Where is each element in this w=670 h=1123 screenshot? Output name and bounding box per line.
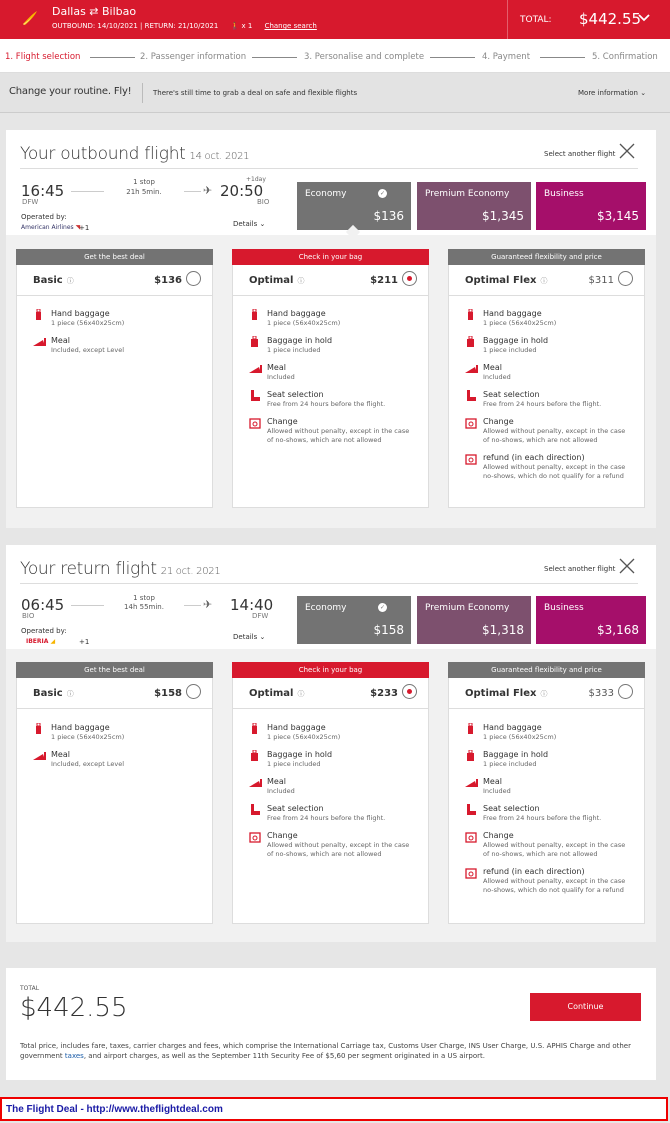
- change-calendar-icon: [465, 417, 477, 429]
- divider: [507, 0, 508, 39]
- progress-steps: [0, 39, 670, 73]
- continue-button[interactable]: Continue: [530, 993, 641, 1021]
- divider: [20, 168, 638, 169]
- outbound-header: [6, 130, 656, 235]
- info-icon: ⓘ: [66, 277, 74, 285]
- stops: 1 stop: [133, 594, 155, 602]
- aa-logo-icon: ◥: [75, 224, 81, 231]
- plus-day: +1day: [246, 176, 266, 183]
- info-icon: ⓘ: [66, 690, 74, 698]
- meal-icon: [33, 336, 45, 348]
- departure-time: 16:45: [21, 182, 65, 200]
- fare-price: $3,145: [597, 209, 639, 223]
- operated-by: Operated by:: [21, 627, 67, 635]
- card-price: $158: [154, 688, 182, 699]
- iberia-logo: IBERIA ◢: [26, 638, 56, 645]
- departure-code: DFW: [22, 198, 39, 206]
- hand-baggage-icon: [465, 723, 477, 735]
- fare-name: Premium Economy: [425, 189, 510, 199]
- fare-price: $136: [373, 209, 404, 223]
- chevron-down-icon: ⌄: [259, 633, 266, 641]
- select-another-flight-link[interactable]: Select another flight: [544, 150, 616, 158]
- fare-card-basic[interactable]: Get the best deal Basic ⓘ $136 Hand baggage 1 piece (56x40x25cm) Meal Included, except Level: [16, 249, 213, 508]
- taxes-link[interactable]: taxes: [64, 1052, 84, 1060]
- total-value[interactable]: $442.55: [579, 10, 642, 28]
- fare-premium-economy[interactable]: [417, 182, 531, 230]
- duration: 14h 55min.: [104, 603, 184, 611]
- total-amount: $442.55: [20, 993, 128, 1023]
- credit-text: The Flight Deal - http://www.theflightdeal.com: [6, 1104, 223, 1115]
- fare-radio-selected[interactable]: [402, 271, 417, 286]
- arrival-code: BIO: [257, 198, 270, 206]
- step-personalise: 3. Personalise and complete: [304, 52, 425, 62]
- seat-icon: [465, 804, 477, 816]
- card-top: [233, 678, 428, 709]
- card-band: Check in your bag: [232, 249, 429, 265]
- card-top: [17, 265, 212, 296]
- card-name: Optimal Flex ⓘ: [465, 275, 548, 286]
- iberia-logo-icon: ◢: [50, 638, 56, 645]
- fare-card-optimal-flex[interactable]: Guaranteed flexibility and price Optimal Flex ⓘ $311 Hand baggage 1 piece (56x40x25cm) Baggage in hold 1 piece included Meal Included Seat selection Free from 24 hours before the flight. Change Allowed without penalty, except in the case of no-shows, which are not allowed refund (in each direction) Allowed without penalty, except in the case no-shows, which do not qualify for a refund: [448, 249, 645, 508]
- trip-dates: [52, 22, 317, 30]
- change-calendar-icon: [249, 831, 261, 843]
- other-airlines-count: +1: [79, 638, 90, 646]
- select-another-flight-link[interactable]: Select another flight: [544, 565, 616, 573]
- fare-price: $158: [373, 623, 404, 637]
- hand-baggage-icon: [33, 723, 45, 735]
- return-title: Your return flight 21 oct. 2021: [20, 559, 221, 579]
- fare-premium-economy[interactable]: [417, 596, 531, 644]
- fare-economy[interactable]: [297, 182, 411, 230]
- card-band: Get the best deal: [16, 249, 213, 265]
- fare-card-optimal-flex[interactable]: Guaranteed flexibility and price Optimal Flex ⓘ $333 Hand baggage 1 piece (56x40x25cm) Baggage in hold 1 piece included Meal Included Seat selection Free from 24 hours before the flight. Change Allowed without penalty, except in the case of no-shows, which are not allowed refund (in each direction) Allowed without penalty, except in the case no-shows, which do not qualify for a refund: [448, 662, 645, 924]
- close-icon[interactable]: [618, 142, 636, 160]
- step-divider: [540, 57, 585, 58]
- seat-icon: [465, 390, 477, 402]
- fare-card-optimal[interactable]: Check in your bag Optimal ⓘ $211 Hand baggage 1 piece (56x40x25cm) Baggage in hold 1 piece included Meal Included Seat selection Free from 24 hours before the flight. Change Allowed without penalty, except in the case of no-shows, which are not allowed: [232, 249, 429, 508]
- promo-title: Change your routine. Fly!: [9, 86, 132, 97]
- card-top: [17, 678, 212, 709]
- american-airlines-logo: American Airlines ◥: [21, 224, 81, 231]
- chevron-down-icon: ⌄: [640, 89, 647, 97]
- arrival-time: 14:40: [230, 596, 274, 614]
- chevron-down-icon: ⌄: [259, 220, 266, 228]
- step-flight-selection: 1. Flight selection: [5, 52, 81, 62]
- step-divider: [90, 57, 135, 58]
- card-price: $233: [370, 688, 398, 699]
- fare-price: $3,168: [597, 623, 639, 637]
- chevron-down-icon[interactable]: [638, 13, 650, 23]
- step-passenger-information: 2. Passenger information: [140, 52, 247, 62]
- meal-icon: [249, 777, 261, 789]
- price-disclaimer: Total price, includes fare, taxes, carrier charges and fees, which comprise the International Carriage tax, Customs User Charge, INS User Charge, U.S. APHIS Charge and other government taxes, and airport charges, as well as the September 11th Security Fee of $5,60 per segment originated in a US airport.: [20, 1042, 631, 1060]
- change-search-link[interactable]: Change search: [264, 22, 317, 30]
- card-band: Get the best deal: [16, 662, 213, 678]
- plane-icon: ✈: [203, 184, 213, 197]
- promo-banner: [0, 73, 670, 113]
- fare-radio-selected[interactable]: [402, 684, 417, 699]
- fare-name: Economy: [305, 603, 347, 613]
- operated-by: Operated by:: [21, 213, 67, 221]
- promo-text: There's still time to grab a deal on safe and flexible flights: [153, 89, 358, 97]
- card-name: Optimal Flex ⓘ: [465, 688, 548, 699]
- check-icon: ✓: [379, 190, 386, 197]
- fare-price: $1,345: [482, 209, 524, 223]
- outbound-panel: [6, 130, 656, 528]
- details-link[interactable]: Details ⌄: [233, 633, 266, 641]
- card-top: [449, 678, 644, 709]
- fare-name: Business: [544, 603, 584, 613]
- meal-icon: [33, 750, 45, 762]
- suitcase-icon: [249, 750, 261, 762]
- top-bar: [0, 0, 670, 39]
- card-name: Optimal ⓘ: [249, 688, 305, 699]
- step-divider: [252, 57, 297, 58]
- iberia-logo-icon: [22, 10, 38, 26]
- fare-card-basic[interactable]: Get the best deal Basic ⓘ $158 Hand baggage 1 piece (56x40x25cm) Meal Included, except Level: [16, 662, 213, 924]
- fare-name: Premium Economy: [425, 603, 510, 613]
- person-icon: 🚶: [230, 22, 240, 30]
- step-payment: 4. Payment: [482, 52, 531, 62]
- check-icon: ✓: [379, 604, 386, 611]
- step-confirmation: 5. Confirmation: [592, 52, 658, 62]
- seat-icon: [249, 804, 261, 816]
- refund-calendar-icon: [465, 867, 477, 879]
- card-price: $211: [370, 275, 398, 286]
- arrival-time: 20:50: [220, 182, 264, 200]
- fare-business[interactable]: [536, 182, 646, 230]
- change-calendar-icon: [249, 417, 261, 429]
- meal-icon: [249, 363, 261, 375]
- departure-time: 06:45: [21, 596, 65, 614]
- meal-icon: [465, 363, 477, 375]
- card-name: Optimal ⓘ: [249, 275, 305, 286]
- outbound-title: Your outbound flight 14 oct. 2021: [20, 144, 250, 164]
- divider: [142, 83, 143, 103]
- other-airlines-count: +1: [79, 224, 90, 232]
- refund-calendar-icon: [465, 453, 477, 465]
- arrival-code: DFW: [252, 612, 269, 620]
- suitcase-icon: [465, 336, 477, 348]
- change-calendar-icon: [465, 831, 477, 843]
- info-icon: ⓘ: [540, 690, 548, 698]
- info-icon: ⓘ: [297, 690, 305, 698]
- divider: [20, 583, 638, 584]
- suitcase-icon: [465, 750, 477, 762]
- fare-radio[interactable]: [186, 684, 201, 699]
- hand-baggage-icon: [249, 723, 261, 735]
- hand-baggage-icon: [465, 309, 477, 321]
- card-name: Basic ⓘ: [33, 275, 74, 286]
- hand-baggage-icon: [33, 309, 45, 321]
- fare-radio[interactable]: [186, 271, 201, 286]
- fare-business[interactable]: [536, 596, 646, 644]
- credit-banner: [0, 1097, 668, 1121]
- fare-radio[interactable]: [618, 271, 633, 286]
- return-header: [6, 545, 656, 649]
- more-information-link[interactable]: More information ⌄: [578, 89, 647, 97]
- fare-name: Business: [544, 189, 584, 199]
- fare-card-optimal[interactable]: Check in your bag Optimal ⓘ $233 Hand baggage 1 piece (56x40x25cm) Baggage in hold 1 piece included Meal Included Seat selection Free from 24 hours before the flight. Change Allowed without penalty, except in the case of no-shows, which are not allowed: [232, 662, 429, 924]
- card-top: [449, 265, 644, 296]
- route-title: Dallas ⇄ Bilbao: [52, 5, 137, 18]
- fare-radio[interactable]: [618, 684, 633, 699]
- duration: 21h 5min.: [104, 188, 184, 196]
- hand-baggage-icon: [249, 309, 261, 321]
- info-icon: ⓘ: [297, 277, 305, 285]
- total-label: TOTAL:: [520, 15, 552, 25]
- step-divider: [430, 57, 475, 58]
- card-band: Guaranteed flexibility and price: [448, 662, 645, 678]
- details-link[interactable]: Details ⌄: [233, 220, 266, 228]
- meal-icon: [465, 777, 477, 789]
- plane-icon: ✈: [203, 598, 213, 611]
- dates-text: OUTBOUND: 14/10/2021 | RETURN: 21/10/2021: [52, 22, 219, 30]
- card-price: $333: [588, 688, 614, 699]
- card-price: $311: [588, 275, 614, 286]
- close-icon[interactable]: [618, 557, 636, 575]
- fare-name: Economy: [305, 189, 347, 199]
- departure-code: BIO: [22, 612, 35, 620]
- card-band: Guaranteed flexibility and price: [448, 249, 645, 265]
- total-summary: [6, 968, 656, 1080]
- passenger-count: 🚶 x 1: [230, 22, 253, 30]
- fare-economy[interactable]: [297, 596, 411, 644]
- card-band: Check in your bag: [232, 662, 429, 678]
- seat-icon: [249, 390, 261, 402]
- fare-price: $1,318: [482, 623, 524, 637]
- card-top: [233, 265, 428, 296]
- total-label: TOTAL: [20, 985, 40, 992]
- card-name: Basic ⓘ: [33, 688, 74, 699]
- info-icon: ⓘ: [540, 277, 548, 285]
- stops: 1 stop: [133, 178, 155, 186]
- card-price: $136: [154, 275, 182, 286]
- suitcase-icon: [249, 336, 261, 348]
- return-panel: [6, 545, 656, 942]
